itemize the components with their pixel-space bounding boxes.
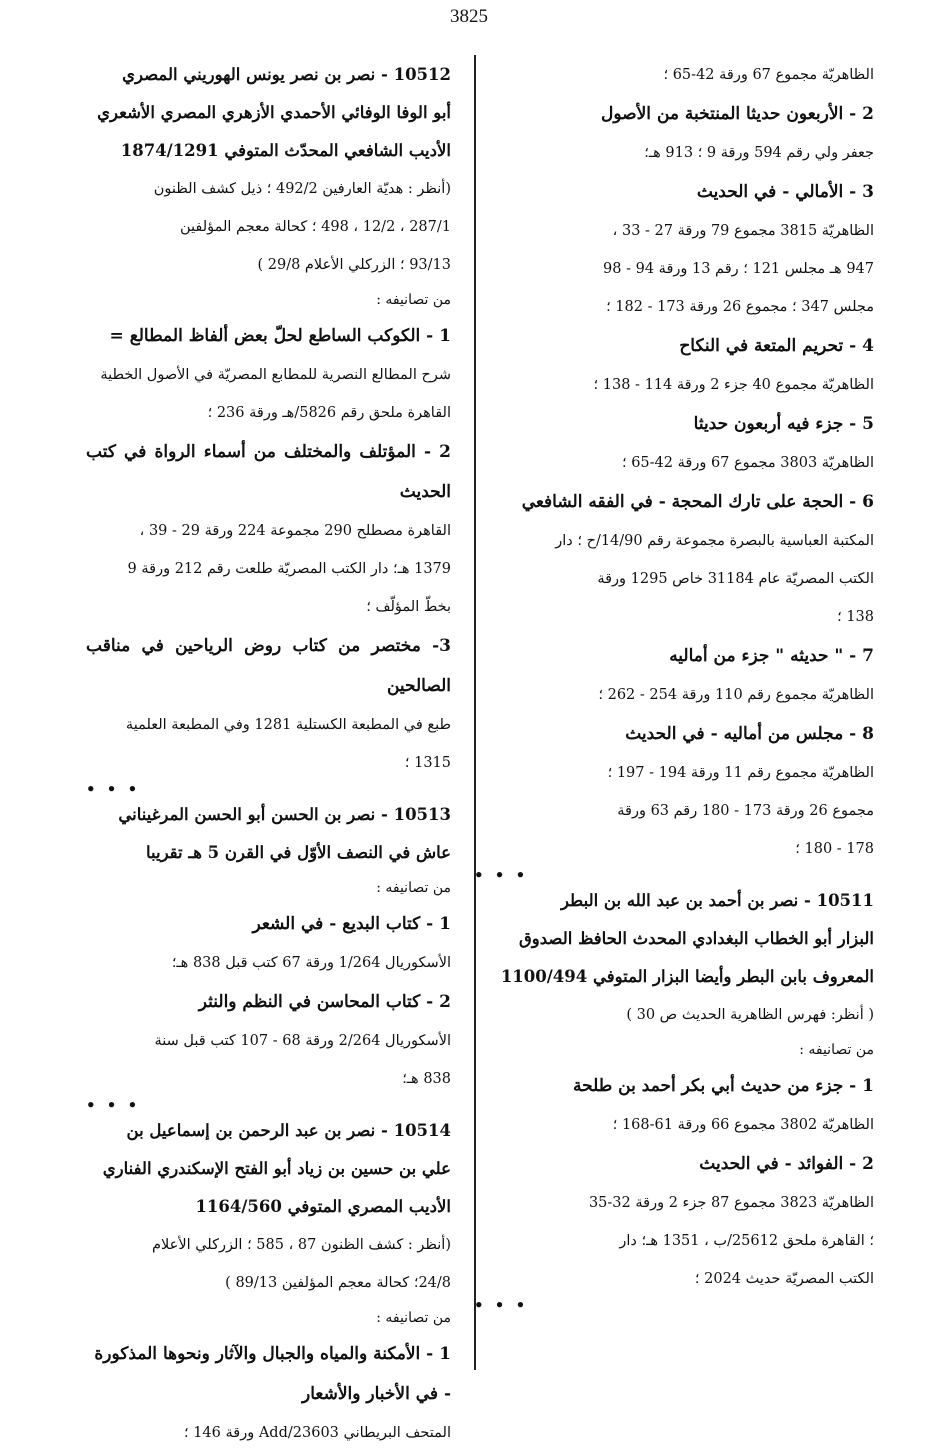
entry-separator: • • • <box>474 866 529 884</box>
reference-line: الأسكوريال 2/264 ورقة 68 - 107 كتب قبل سنة <box>154 1033 451 1049</box>
entry-heading-line: علي بن حسين بن زياد أبو الفتح الإسكندري الفناري <box>102 1159 451 1178</box>
reference-line: بخطّ المؤلّف ؛ <box>366 599 451 615</box>
reference-line: 138 ؛ <box>837 609 874 625</box>
work-title: 2 - الفوائد - في الحديث <box>699 1154 874 1174</box>
reference-line: الظاهريّة مجموع رقم 110 ورقة 254 - 262 ؛ <box>598 687 874 703</box>
work-title: 3 - الأمالي - في الحديث <box>696 182 874 202</box>
work-title: 1 - جزء من حديث أبي بكر أحمد بن طلحة <box>573 1076 874 1096</box>
reference-line: 947 هـ مجلس 121 ؛ رقم 13 ورقة 94 - 98 <box>603 261 874 277</box>
entry-heading-line: أبو الوفا الوفائي الأحمدي الأزهري المصري الأشعري <box>97 103 451 122</box>
reference-line: القاهرة ملحق رقم 5826/هـ ورقة 236 ؛ <box>207 405 451 421</box>
entry-separator: • • • <box>474 1296 529 1314</box>
work-title: 5 - جزء فيه أربعون حديثا <box>693 414 874 434</box>
reference-line: المتحف البريطاني 23603/Add ورقة 146 ؛ <box>183 1425 451 1441</box>
reference-line: 1315 ؛ <box>404 755 451 771</box>
work-title: 6 - الحجة على تارك المحجة - في الفقه الشافعي <box>521 492 874 512</box>
right-column <box>474 56 874 1312</box>
entry-heading-line: عاش في النصف الأوّل في القرن 5 هـ تقريبا <box>145 843 451 862</box>
reference-line: الكتب المصريّة عام 31184 خاص 1295 ورقة <box>597 571 874 587</box>
entry-heading-line: 10513 - نصر بن الحسن أبو الحسن المرغيناني <box>118 805 451 824</box>
reference-line: الظاهريّة مجموع 40 جزء 2 ورقة 114 - 138 ؛ <box>593 377 874 393</box>
left-column <box>86 56 451 1452</box>
reference-line: (أنظر : كشف الظنون 87 ، 585 ؛ الزركلي الأعلام <box>152 1237 451 1253</box>
reference-line: الظاهريّة 3823 مجموع 87 جزء 2 ورقة 32-35 <box>588 1195 874 1211</box>
entry-heading-line: البزار أبو الخطاب البغدادي المحدث الحافظ الصدوق <box>518 929 874 948</box>
reference-line: القاهرة مصطلح 290 مجموعة 224 ورقة 29 - 39 ، <box>139 523 451 539</box>
work-title: 4 - تحريم المتعة في النكاح <box>679 336 874 356</box>
work-title: 1 - الكوكب الساطع لحلّ بعض ألفاظ المطالع = <box>109 326 451 346</box>
work-title: 7 - " حديثه " جزء من أماليه <box>669 646 874 666</box>
entry-heading-line: 10514 - نصر بن عبد الرحمن بن إسماعيل بن <box>126 1121 451 1140</box>
reference-line: شرح المطالع النصرية للمطابع المصريّة في الأصول الخطية <box>100 367 451 383</box>
reference-line: 24/8؛ كحالة معجم المؤلفين 89/13 ) <box>225 1275 451 1291</box>
entry-separator: • • • <box>86 1096 141 1114</box>
reference-line: الكتب المصريّة حديث 2024 ؛ <box>694 1271 874 1287</box>
entry-heading-line: الأديب المصري المتوفي 1164/560 <box>195 1197 451 1216</box>
entry-separator: • • • <box>86 780 141 798</box>
entry-heading-line: المعروف بابن البطر وأيضا البزار المتوفي 1100/494 <box>500 967 874 986</box>
work-title: 1 - كتاب البديع - في الشعر <box>252 914 451 934</box>
section-label: من تصانيفه : <box>799 1042 874 1058</box>
reference-line: الأسكوريال 1/264 ورقة 67 كتب قبل 838 هـ؛ <box>171 955 451 971</box>
reference-line: 93/13 ؛ الزركلي الأعلام 29/8 ) <box>257 257 451 273</box>
section-label: من تصانيفه : <box>376 880 451 896</box>
reference-line: (أنظر : هديّة العارفين 492/2 ؛ ذيل كشف الظنون <box>153 181 451 197</box>
work-title: 3- مختصر من كتاب روض الرياحين في مناقب الصالحين <box>86 636 451 696</box>
reference-line: مجموع 26 ورقة 173 - 180 رقم 63 ورقة <box>617 803 874 819</box>
reference-line: الظاهريّة مجموع 67 ورقة 42-65 ؛ <box>663 67 874 83</box>
reference-line: 838 هـ؛ <box>402 1071 451 1087</box>
entry-heading-line: 10512 - نصر بن نصر يونس الهوريني المصري <box>122 65 451 84</box>
work-title: 2 - كتاب المحاسن في النظم والنثر <box>198 992 451 1012</box>
work-title: 2 - المؤتلف والمختلف من أسماء الرواة في كتب الحديث <box>86 442 451 502</box>
reference-line: ؛ القاهرة ملحق 25612/ب ، 1351 هـ؛ دار <box>619 1233 874 1249</box>
work-title: 2 - الأربعون حديثا المنتخبة من الأصول <box>601 104 874 124</box>
section-label: من تصانيفه : <box>376 292 451 308</box>
reference-line: الظاهريّة مجموع رقم 11 ورقة 194 - 197 ؛ <box>607 765 874 781</box>
reference-line: 178 - 180 ؛ <box>795 841 874 857</box>
reference-line: 287/1 ، 12/2 ، 498 ؛ كحالة معجم المؤلفين <box>179 219 451 235</box>
work-title: 1 - الأمكنة والمياه والجبال والآثار ونحوها المذكورة <box>94 1344 451 1364</box>
entry-heading-line: الأديب الشافعي المحدّث المتوفي 1874/1291 <box>120 141 451 160</box>
reference-line: مجلس 347 ؛ مجموع 26 ورقة 173 - 182 ؛ <box>606 299 874 315</box>
reference-line: 1379 هـ؛ دار الكتب المصريّة طلعت رقم 212 ورقة 9 <box>127 561 451 577</box>
reference-line: جعفر ولي رقم 594 ورقة 9 ؛ 913 هـ؛ <box>644 145 874 161</box>
reference-line: طبع في المطبعة الكستلية 1281 وفي المطبعة العلمية <box>125 717 451 733</box>
reference-line: ( أنظر: فهرس الظاهرية الحديث ص 30 ) <box>626 1007 874 1023</box>
work-title: 8 - مجلس من أماليه - في الحديث <box>625 724 874 744</box>
entry-heading-line: 10511 - نصر بن أحمد بن عبد الله بن البطر <box>560 891 874 910</box>
reference-line: الظاهريّة 3815 مجموع 79 ورقة 27 - 33 ، <box>612 223 874 239</box>
reference-line: المكتبة العباسية بالبصرة مجموعة رقم 14/90/ح ؛ دار <box>555 533 874 549</box>
section-label: من تصانيفه : <box>376 1310 451 1326</box>
work-title: - في الأخبار والأشعار <box>301 1384 451 1404</box>
page-number: 3825 <box>450 6 488 27</box>
reference-line: الظاهريّة 3802 مجموع 66 ورقة 61-168 ؛ <box>612 1117 874 1133</box>
reference-line: الظاهريّة 3803 مجموع 67 ورقة 42-65 ؛ <box>621 455 874 471</box>
